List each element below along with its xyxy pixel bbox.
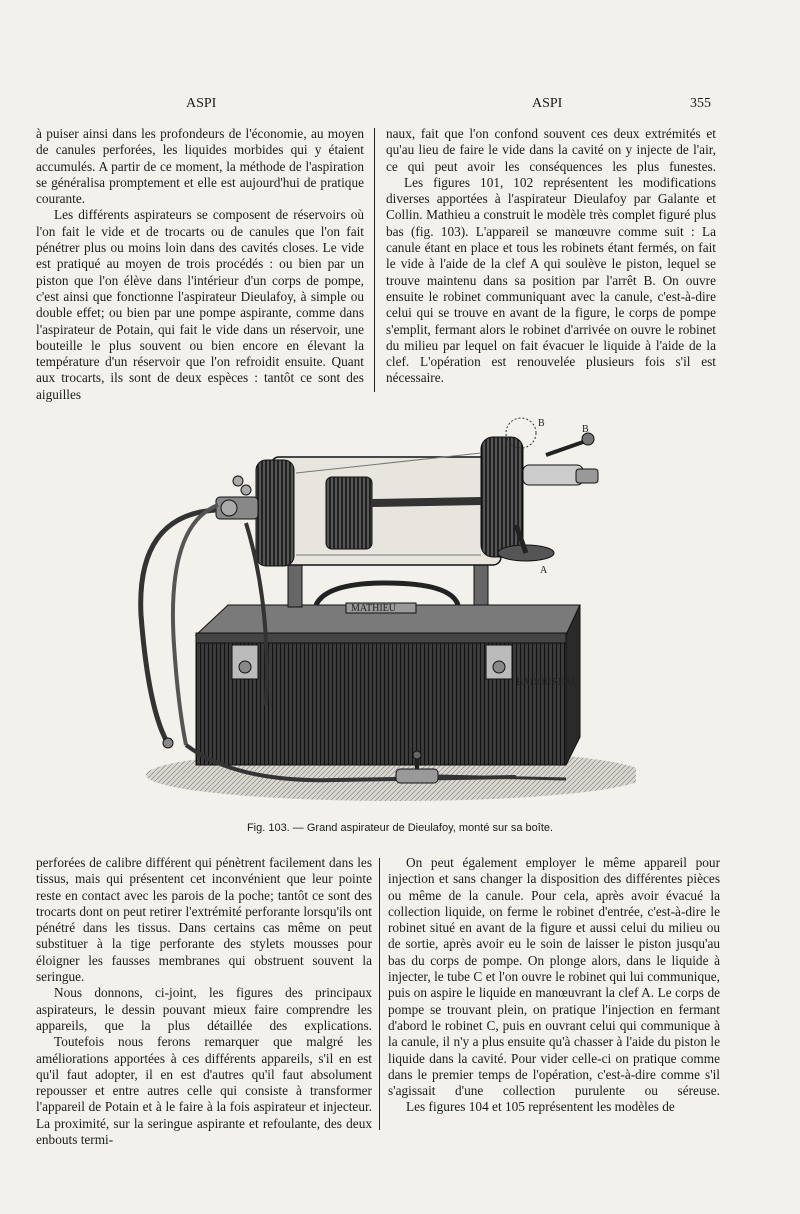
paragraph: perforées de calibre différent qui pénètrent facilement dans les tissus, mais qui présentent cet inconvénient que leur pointe reste en contact avec les parois de la poche; tantôt ce sont des trocarts dont on peut retirer l'extrémité perforante lorsqu'ils ont pénétré dans les tissus. Dans certains cas même on peut substituer à la tige perforante des stylets mousses pour éloigner les fausses membranes qui obstruent souvent la seringue. [36,855,372,985]
latch-right [486,645,512,679]
paragraph: On peut également employer le même appareil pour injection et sans changer la disposition des différentes pièces ou même de la canule. Pour cela, après avoir évacué la collection liquide, on ferme le robinet d'entrée, c'est-à-dire le robinet situé en avant de la figure et aussi celui du milieu ou de sortie, après avoir eu le soin de laisser le piston jusqu'au bas du corps de pompe. On plonge alors, dans le liquide à injecter, le tube C et l'on ouvre le robinet qui lui communique, puis on aspire le liquide en manœuvrant la clef A. Le corps de pompe se trouvant plein, on pratique l'injection en fermant d'abord le robinet C, puis en ouvrant celui qui communique à la canule, il n'y a plus ensuite qu'à chasser à l'aide du piston le liquide dans la cavité. Pour vider celle-ci on pratique comme dans le premier temps de l'opération, c'est-à-dire comme s'il s'agissait d'une collection purulente ou séreuse. [388,855,720,1099]
stopcock-fittings [216,476,258,519]
engraver-signature: BADOUREAU [516,677,579,688]
page-number: 355 [690,96,711,111]
cannula-connector [576,469,598,483]
paragraph: Les différents aspirateurs se composent de réservoirs où l'on fait le vide et de trocarts ou de canules que l'on fait pénétrer plus ou moins loin dans des cavités closes. Le vide est pratiqué au moyen de trois procédés : ou bien par un piston que l'on élève dans l'intérieur d'un corps de pompe, c'est ainsi que fonctionne l'aspirateur Dieulafoy, à simple ou double effet; ou bien par une pompe aspirante, comme dans l'aspirateur de Potain, qui fait le vide dans un réservoir, une bouteille le plus souvent ou bien encore en élevant la température d'un réservoir que l'on refroidit ensuite. Quant aux trocarts, ils sont de deux espèces : tantôt ce sont des aiguilles [36,207,364,402]
piston [326,477,372,549]
left-support [288,565,302,607]
wooden-box [196,583,580,765]
header-center-title: ASPI [532,96,563,111]
figure-caption: Fig. 103. — Grand aspirateur de Dieulafoy, monté sur sa boîte. [246,822,554,834]
paragraph: Nous donnons, ci-joint, les figures des principaux aspirateurs, le dessin pouvant mieux faire comprendre les appareils, que la plus détaillée des explications. [36,985,372,1033]
label-b-dashed: B [538,418,545,429]
outlet-nozzle [523,465,583,485]
header-left-title: ASPI [186,96,217,111]
bottom-right-column [388,855,720,1116]
aspirator-illustration [96,405,636,815]
paragraph: Les figures 104 et 105 représentent les modèles de [406,1099,675,1115]
latch-left [232,645,258,679]
label-b: B [582,424,589,435]
bottom-left-column [36,855,372,1148]
top-left-column [36,126,364,403]
box-handle [316,583,458,605]
paragraph: Toutefois nous ferons remarquer que malgré les améliorations apportées à ces différents appareils, s'il en est qu'il faut adopter, il en est d'autres qu'il faut absolument repousser et entre autres celle qui consiste à transformer l'appareil de Potain et à le faire à la fois aspirateur et injecteur. La proximité, sur la seringue aspirante et refoulante, des deux enbouts termi- [36,1034,372,1148]
column-divider [374,128,375,392]
paragraph: à puiser ainsi dans les profondeurs de l'économie, au moyen de canules perforées, les liquides morbides qui y étaient accumulés. A partir de ce moment, la méthode de l'aspiration se généralisa promptement et elle est aujourd'hui de pratique courante. [36,126,364,207]
paragraph: Les figures 101, 102 représentent les modifications diverses apportées à l'aspirateur Dieulafoy par Galante et Collin. Mathieu a construit le modèle très complet figuré plus bas (fig. 103). L'appareil se manœuvre comme suit : La canule étant en place et tous les robinets étant fermés, on fait le vide à l'aide de la clef A qui soulève le piston, lequel se trouve maintenu dans sa position par l'arrêt B. On ouvre ensuite le robinet communiquant avec la canule, c'est-à-dire celui qui se trouve en avant de la figure, le corps de pompe s'emplit, fermant alors le robinet d'arrivée on ouvre le robinet du milieu par lequel on fait évacuer le liquide à l'aide de la clef. L'opération est renouvelée plusieurs fois s'il est nécessaire. [386,174,716,386]
label-a: A [540,565,548,576]
top-right-column [386,126,716,387]
running-header [0,96,800,116]
pump-cylinder [256,437,523,566]
paragraph: naux, fait que l'on confond souvent ces deux extrémités et qu'au lieu de faire le vide dans la cavité on y injecte de l'air, ce qui peut avoir les conséquences les plus funestes. [386,126,716,174]
column-divider [379,858,380,1130]
maker-plate-text: MATHIEU [351,603,396,614]
piston-rod [372,501,481,503]
